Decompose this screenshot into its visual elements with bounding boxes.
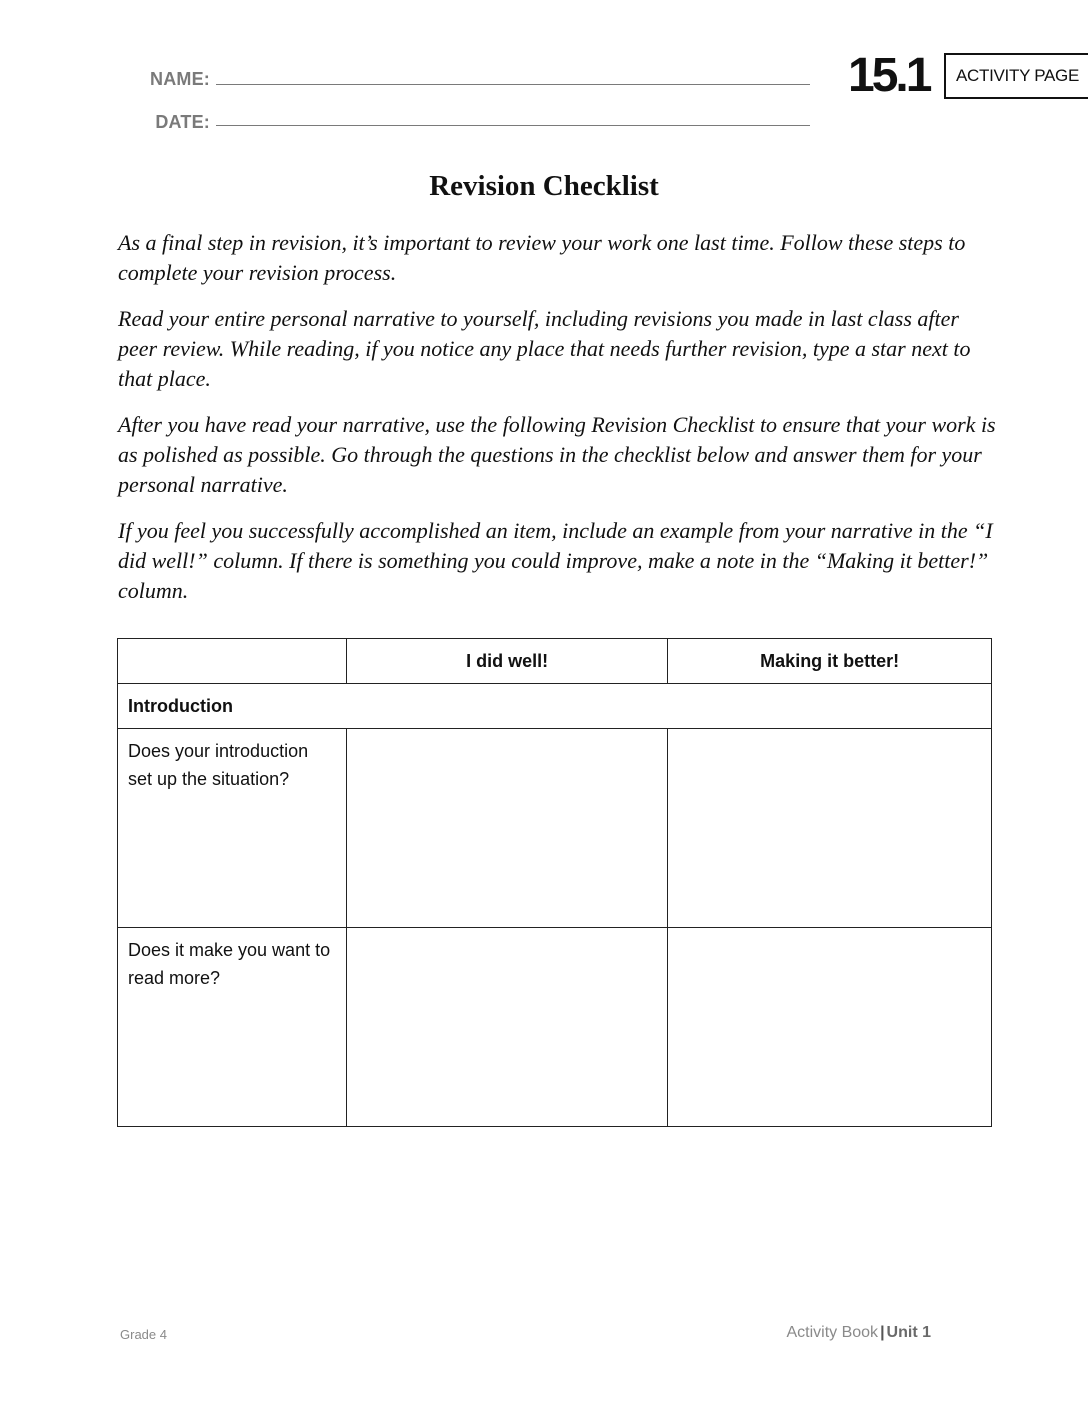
instruction-paragraph: As a final step in revision, it’s important to review your work one last time. Follow these steps to complete your revision process. — [118, 230, 966, 285]
name-field-line[interactable] — [216, 84, 810, 85]
section-row-introduction — [118, 684, 992, 729]
footer-book-unit — [786, 1324, 931, 1342]
section-label: Introduction — [118, 684, 992, 729]
header-cell-question — [118, 639, 347, 684]
making-better-answer-cell[interactable] — [668, 729, 992, 928]
did-well-answer-cell[interactable] — [346, 928, 668, 1127]
making-better-answer-cell[interactable] — [668, 928, 992, 1127]
header-cell-did-well: I did well! — [346, 639, 668, 684]
instructions — [118, 228, 998, 622]
question-cell: Does your introduction set up the situation? — [118, 729, 347, 928]
page-title: Revision Checklist — [429, 170, 659, 202]
footer-book: Activity Book — [786, 1324, 879, 1341]
revision-checklist-table — [117, 638, 992, 1127]
activity-page-number: 15.1 — [848, 49, 930, 102]
footer-unit: Unit 1 — [886, 1324, 931, 1341]
table-row — [118, 729, 992, 928]
footer-grade: Grade 4 — [120, 1327, 167, 1342]
question-cell: Does it make you want to read more? — [118, 928, 347, 1127]
header-cell-making-better: Making it better! — [668, 639, 992, 684]
name-label: NAME: — [150, 69, 210, 89]
date-label: DATE: — [155, 112, 210, 132]
did-well-answer-cell[interactable] — [346, 729, 668, 928]
instruction-paragraph: After you have read your narrative, use the following Revision Checklist to ensure that your work is as polished as possible. Go through the questions in the checklist below and answer them for your personal narrative. — [118, 412, 996, 497]
date-field-line[interactable] — [216, 125, 810, 126]
instruction-paragraph: Read your entire personal narrative to yourself, including revisions you made in last class after peer review. While reading, if you notice any place that needs further revision, type a star next to that place. — [118, 306, 971, 391]
table-header-row — [118, 639, 992, 684]
instruction-paragraph: If you feel you successfully accomplished an item, include an example from your narrative in the “I did well!” column. If there is something you could improve, make a note in the “Making it better!” column. — [118, 518, 993, 603]
activity-page-label: ACTIVITY PAGE — [944, 53, 1088, 99]
table-row — [118, 928, 992, 1127]
footer-separator: | — [880, 1324, 885, 1341]
